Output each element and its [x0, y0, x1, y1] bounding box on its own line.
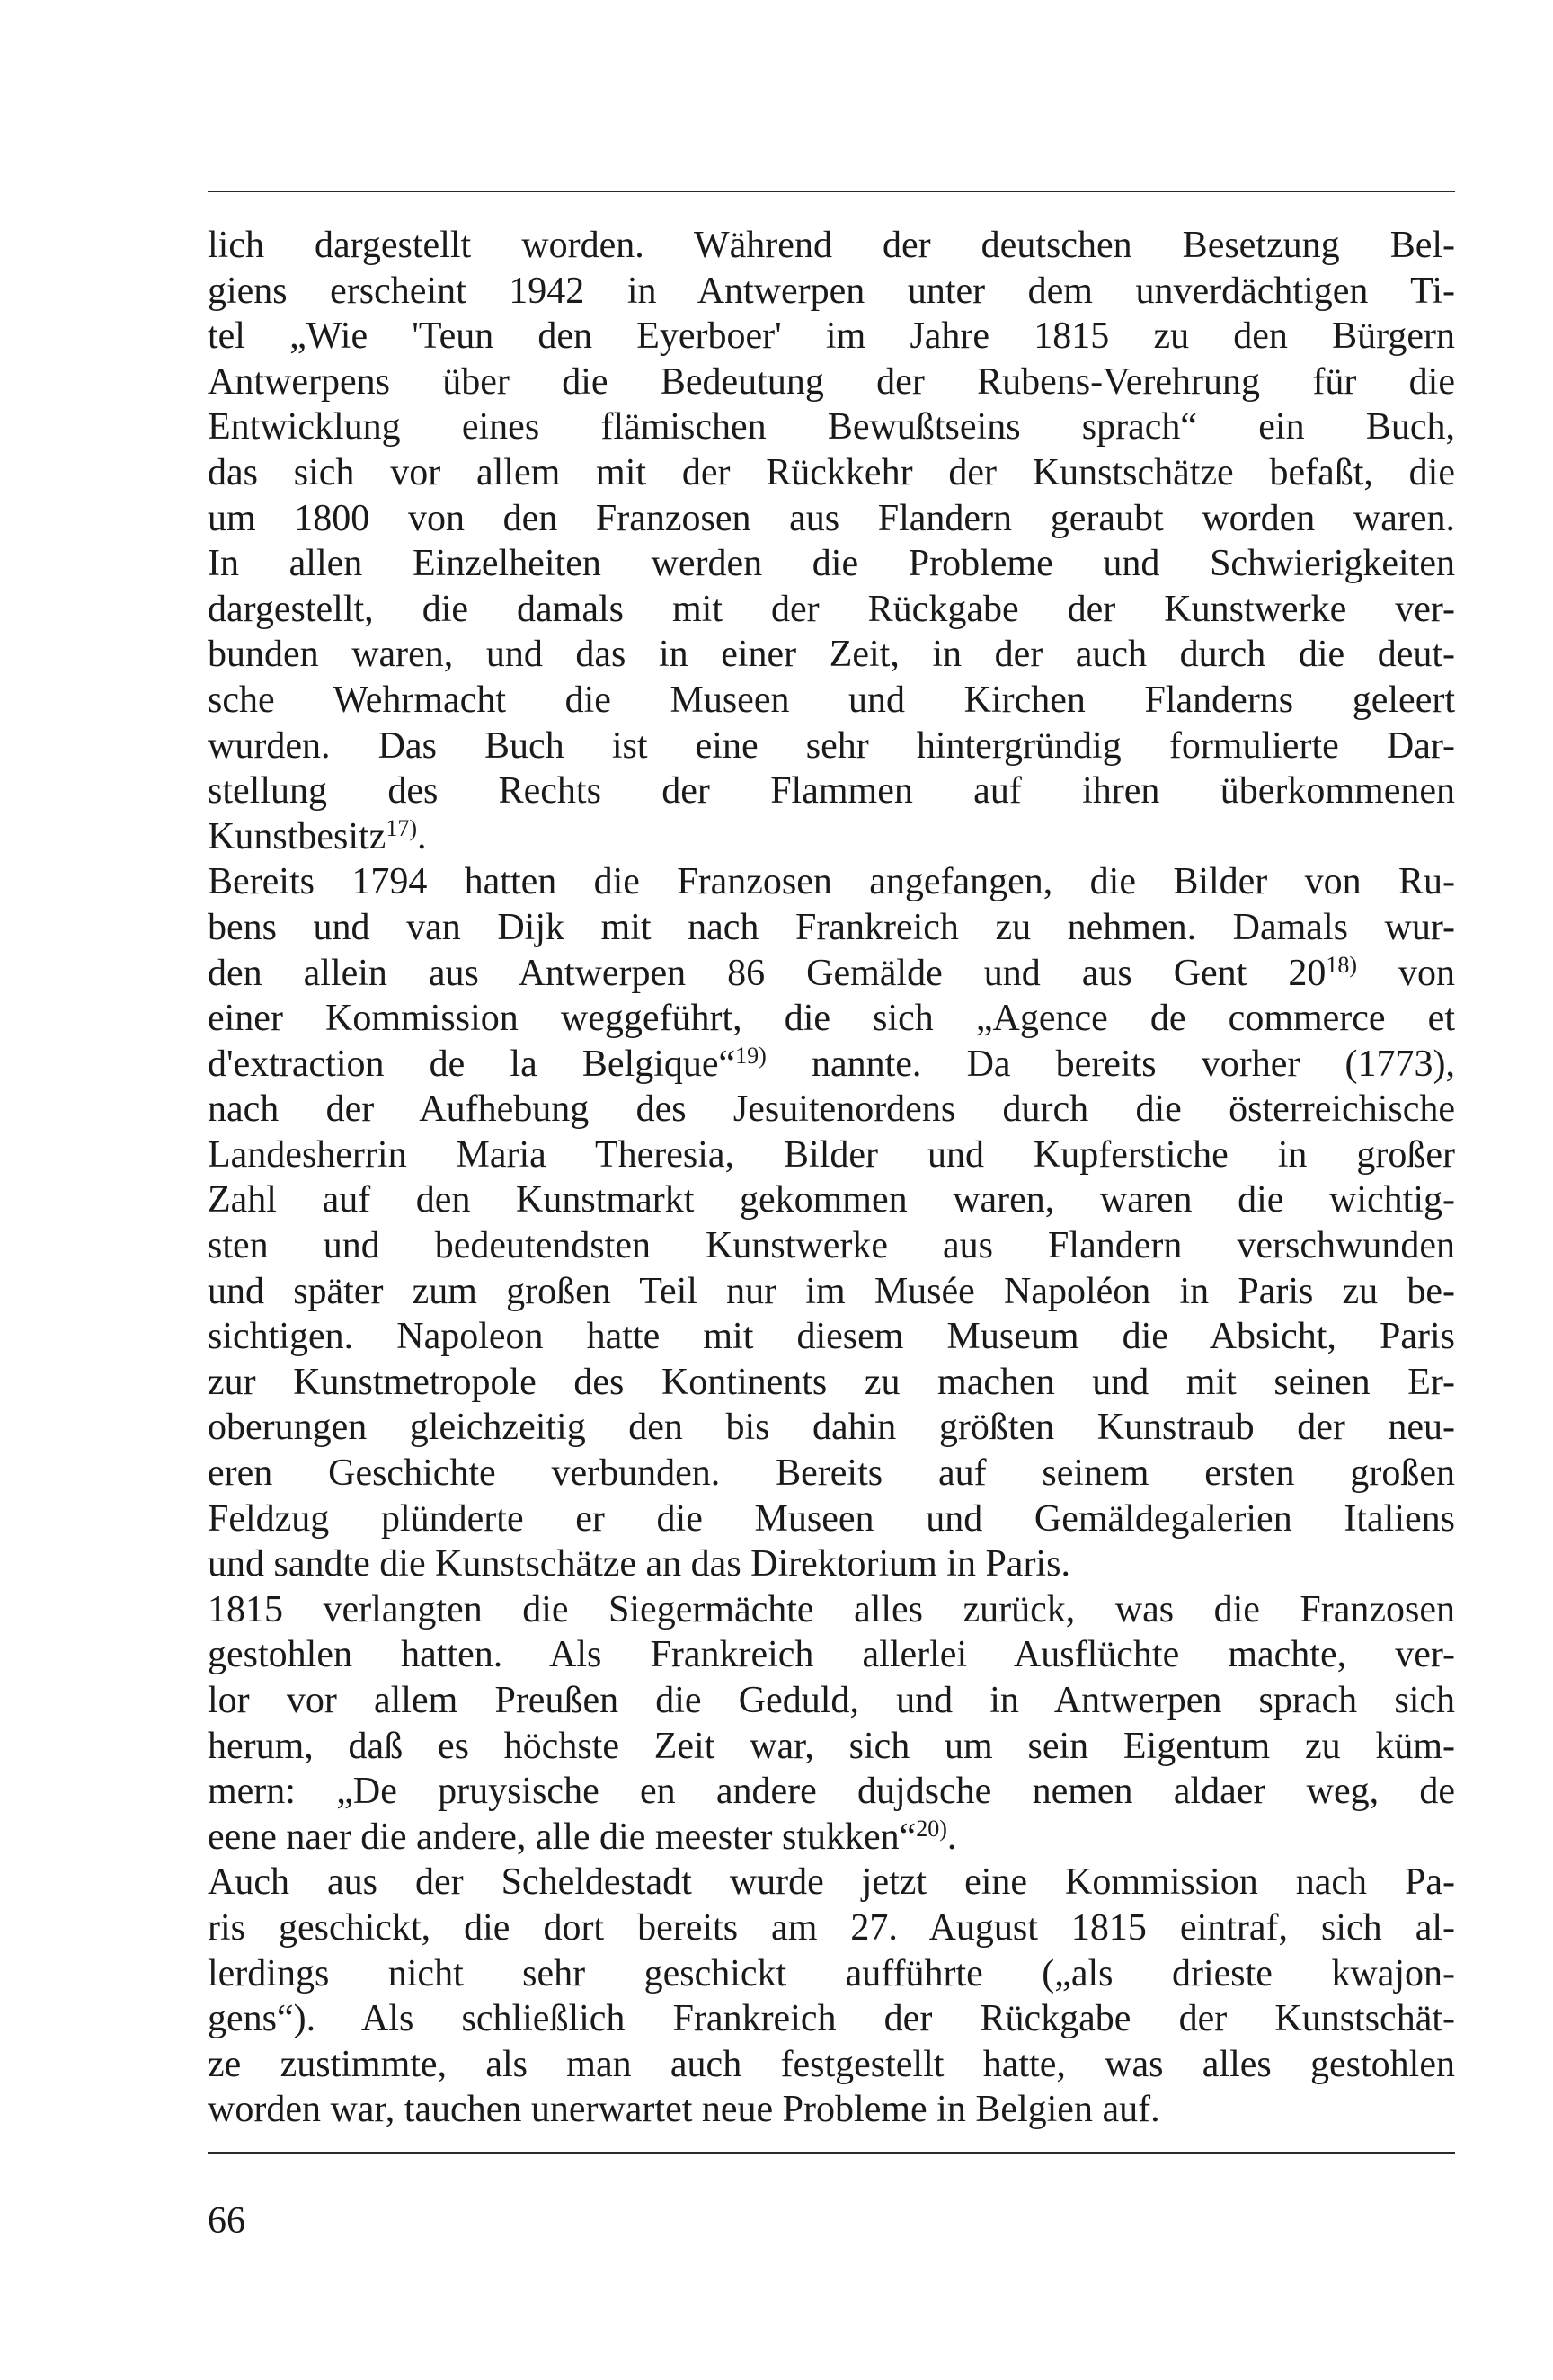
text-line: [208, 1223, 1455, 1269]
line-text: zur Kunstmetropole des Kontinents zu machen und mit seinen Er-: [208, 1361, 1455, 1403]
line-text: sichtigen. Napoleon hatte mit diesem Museum die Absicht, Paris: [208, 1316, 1455, 1358]
bottom-rule: [208, 2152, 1455, 2154]
text-line: [208, 1905, 1455, 1951]
line-text: Bereits 1794 hatten die Franzosen angefangen, die Bilder von Ru-: [208, 861, 1455, 903]
line-text: nach der Aufhebung des Jesuitenordens durch die österreichische: [208, 1088, 1455, 1131]
text-line: [208, 1496, 1455, 1542]
text-line: [208, 724, 1455, 769]
text-line: [208, 632, 1455, 678]
line-text: dargestellt, die damals mit der Rückgabe der Kunstwerke ver-: [208, 588, 1455, 630]
line-text-after: nannte. Da bereits vorher (1773),: [766, 1043, 1455, 1085]
line-text: und sandte die Kunstschätze an das Direktorium in Paris.: [208, 1543, 1070, 1585]
text-line: [208, 496, 1455, 542]
text-line: [208, 951, 1455, 997]
line-text: In allen Einzelheiten werden die Probleme und Schwierigkeiten: [208, 543, 1455, 585]
text-line: [208, 2087, 1455, 2133]
line-text: herum, daß es höchste Zeit war, sich um sein Eigentum zu küm-: [208, 1725, 1455, 1767]
line-text-after: von: [1357, 952, 1455, 994]
line-text: Antwerpens über die Bedeutung der Rubens-Verehrung für die: [208, 360, 1455, 403]
line-text: das sich vor allem mit der Rückkehr der Kunstschätze befaßt, die: [208, 451, 1455, 493]
text-line: [208, 1632, 1455, 1678]
text-line: [208, 314, 1455, 360]
text-line: [208, 1087, 1455, 1132]
line-text: gestohlen hatten. Als Frankreich allerlei Ausflüchte machte, ver-: [208, 1634, 1455, 1676]
text-line: [208, 541, 1455, 587]
body-text: [208, 223, 1455, 2133]
text-line: [208, 678, 1455, 724]
line-text: sche Wehrmacht die Museen und Kirchen Flanderns geleert: [208, 679, 1455, 721]
line-text: einer Kommission weggeführt, die sich „Agence de commerce et: [208, 998, 1455, 1040]
text-line: [208, 814, 1455, 860]
text-line: [208, 996, 1455, 1042]
line-text: Feldzug plünderte er die Museen und Gemäldegalerien Italiens: [208, 1497, 1455, 1540]
line-text-after: .: [416, 815, 427, 857]
line-text: den allein aus Antwerpen 86 Gemälde und aus Gent 20: [208, 952, 1327, 994]
text-line: [208, 1042, 1455, 1088]
line-text: Landesherrin Maria Theresia, Bilder und Kupferstiche in großer: [208, 1133, 1455, 1176]
text-line: [208, 1269, 1455, 1315]
text-line: [208, 1951, 1455, 1997]
text-line: [208, 1177, 1455, 1223]
line-text: sten und bedeutendsten Kunstwerke aus Flandern verschwunden: [208, 1225, 1455, 1267]
text-line: [208, 269, 1455, 315]
text-line: [208, 1587, 1455, 1633]
text-line: [208, 1815, 1455, 1860]
text-line: [208, 450, 1455, 496]
line-text: lor vor allem Preußen die Geduld, und in Antwerpen sprach sich: [208, 1680, 1455, 1721]
footnote-marker: 17): [386, 814, 417, 841]
text-line: [208, 905, 1455, 951]
line-text: Kunstbesitz: [208, 815, 386, 857]
text-line: [208, 1360, 1455, 1406]
line-text: stellung des Rechts der Flammen auf ihren überkommenen: [208, 770, 1455, 813]
text-line: [208, 2042, 1455, 2088]
line-text: um 1800 von den Franzosen aus Flandern geraubt worden waren.: [208, 497, 1455, 539]
line-text: und später zum großen Teil nur im Musée Napoléon in Paris zu be-: [208, 1270, 1455, 1312]
text-line: [208, 1860, 1455, 1905]
line-text: gens“). Als schließlich Frankreich der Rückgabe der Kunstschät-: [208, 1998, 1455, 2040]
line-text: eren Geschichte verbunden. Bereits auf seinem ersten großen: [208, 1452, 1455, 1495]
footnote-marker: 19): [735, 1042, 767, 1069]
line-text: Entwicklung eines flämischen Bewußtseins sprach“ ein Buch,: [208, 406, 1455, 448]
line-text-after: .: [946, 1816, 957, 1858]
line-text: lerdings nicht sehr geschickt aufführte („als drieste kwajon-: [208, 1952, 1455, 1994]
line-text: 1815 verlangten die Siegermächte alles zurück, was die Franzosen: [208, 1588, 1455, 1630]
line-text: bunden waren, und das in einer Zeit, in der auch durch die deut-: [208, 634, 1455, 676]
text-line: [208, 1724, 1455, 1770]
text-line: [208, 1132, 1455, 1178]
text-line: [208, 1314, 1455, 1360]
line-text: bens und van Dijk mit nach Frankreich zu nehmen. Damals wur-: [208, 906, 1455, 948]
footnote-marker: 20): [916, 1815, 947, 1842]
text-line: [208, 587, 1455, 633]
line-text: tel „Wie 'Teun den Eyerboer' im Jahre 1815 zu den Bürgern: [208, 315, 1455, 358]
line-text: d'extraction de la Belgique“: [208, 1043, 736, 1085]
line-text: giens erscheint 1942 in Antwerpen unter dem unverdächtigen Ti-: [208, 270, 1455, 312]
text-line: [208, 859, 1455, 905]
text-line: [208, 1451, 1455, 1496]
line-text: ze zustimmte, als man auch festgestellt hatte, was alles gestohlen: [208, 2043, 1455, 2085]
text-line: [208, 1996, 1455, 2042]
line-text: worden war, tauchen unerwartet neue Probleme in Belgien auf.: [208, 2089, 1160, 2131]
text-line: [208, 1769, 1455, 1815]
line-text: mern: „De pruysische en andere dujdsche nemen aldaer weg, de: [208, 1771, 1455, 1813]
line-text: lich dargestellt worden. Während der deutschen Besetzung Bel-: [208, 225, 1455, 266]
top-rule: [208, 191, 1455, 192]
page-number: 66: [208, 2200, 245, 2242]
line-text: eene naer die andere, alle die meester stukken“: [208, 1816, 917, 1858]
text-line: [208, 1541, 1455, 1587]
text-line: [208, 404, 1455, 450]
text-line: [208, 768, 1455, 814]
text-line: [208, 223, 1455, 269]
text-line: [208, 1678, 1455, 1724]
line-text: Zahl auf den Kunstmarkt gekommen waren, waren die wichtig-: [208, 1179, 1455, 1221]
text-line: [208, 1405, 1455, 1451]
line-text: Auch aus der Scheldestadt wurde jetzt eine Kommission nach Pa-: [208, 1861, 1455, 1904]
footnote-marker: 18): [1326, 951, 1357, 978]
line-text: wurden. Das Buch ist eine sehr hintergründig formulierte Dar-: [208, 724, 1455, 767]
line-text: ris geschickt, die dort bereits am 27. August 1815 eintraf, sich al-: [208, 1906, 1455, 1949]
text-line: [208, 360, 1455, 405]
line-text: oberungen gleichzeitig den bis dahin größten Kunstraub der neu-: [208, 1407, 1455, 1449]
